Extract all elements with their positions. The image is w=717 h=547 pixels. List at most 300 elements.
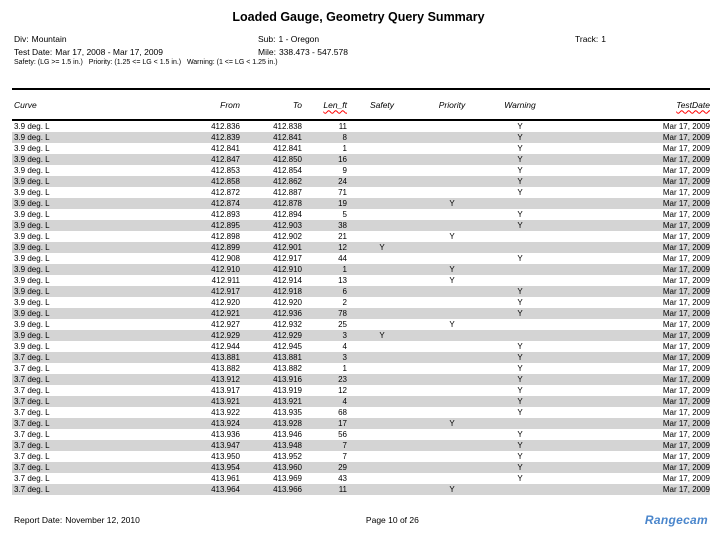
cell-safety xyxy=(347,253,417,264)
cell-to: 413.966 xyxy=(273,485,302,494)
track-label: Track: xyxy=(575,34,599,44)
cell-warning: Y xyxy=(517,452,523,461)
cell-warning: Y xyxy=(517,342,523,351)
cell-len-ft: 9 xyxy=(342,166,347,175)
cell-safety xyxy=(347,385,417,396)
cell-curve: 3.7 deg. L xyxy=(14,364,50,373)
cell-len-ft: 1 xyxy=(342,265,347,274)
cell-test-date: Mar 17, 2009 xyxy=(662,221,710,230)
cell-to: 412.902 xyxy=(273,232,302,241)
cell-priority xyxy=(417,187,487,198)
cell-test-date: Mar 17, 2009 xyxy=(662,287,710,296)
cell-curve: 3.9 deg. L xyxy=(14,221,50,230)
cell-from: 412.841 xyxy=(211,144,240,153)
col-header-priority: Priority xyxy=(417,89,487,120)
cell-to: 412.854 xyxy=(273,166,302,175)
table-row xyxy=(12,198,710,209)
cell-safety xyxy=(347,429,417,440)
cell-priority xyxy=(417,308,487,319)
page-footer xyxy=(14,511,708,529)
cell-to: 412.903 xyxy=(273,221,302,230)
cell-warning: Y xyxy=(517,133,523,142)
division-value: Mountain xyxy=(31,34,67,44)
cell-from: 412.911 xyxy=(211,276,240,285)
cell-test-date: Mar 17, 2009 xyxy=(662,474,710,483)
cell-safety xyxy=(347,418,417,429)
cell-curve: 3.9 deg. L xyxy=(14,320,50,329)
division-field xyxy=(14,34,67,44)
cell-priority: Y xyxy=(449,232,455,241)
table-row xyxy=(12,396,710,407)
cell-test-date: Mar 17, 2009 xyxy=(662,320,710,329)
cell-test-date: Mar 17, 2009 xyxy=(662,386,710,395)
cell-warning: Y xyxy=(517,375,523,384)
table-row xyxy=(12,242,710,253)
cell-warning: Y xyxy=(517,397,523,406)
cell-from: 413.922 xyxy=(211,408,240,417)
cell-from: 413.921 xyxy=(211,397,240,406)
table-row xyxy=(12,297,710,308)
cell-safety xyxy=(347,297,417,308)
cell-priority xyxy=(417,363,487,374)
cell-warning xyxy=(487,484,553,495)
cell-curve: 3.7 deg. L xyxy=(14,474,50,483)
cell-to: 412.901 xyxy=(273,243,302,252)
cell-priority xyxy=(417,286,487,297)
cell-curve: 3.9 deg. L xyxy=(14,188,50,197)
col-header-safety: Safety xyxy=(347,89,417,120)
col-header-len-ft: Len_ft xyxy=(302,89,347,120)
cell-priority xyxy=(417,209,487,220)
cell-test-date: Mar 17, 2009 xyxy=(662,375,710,384)
cell-warning: Y xyxy=(517,122,523,131)
cell-curve: 3.9 deg. L xyxy=(14,210,50,219)
cell-from: 413.882 xyxy=(211,364,240,373)
table-row xyxy=(12,308,710,319)
cell-warning: Y xyxy=(517,177,523,186)
cell-test-date: Mar 17, 2009 xyxy=(662,254,710,263)
cell-to: 412.945 xyxy=(273,342,302,351)
cell-curve: 3.9 deg. L xyxy=(14,287,50,296)
cell-warning xyxy=(487,330,553,341)
cell-curve: 3.7 deg. L xyxy=(14,452,50,461)
cell-test-date: Mar 17, 2009 xyxy=(662,133,710,142)
cell-warning: Y xyxy=(517,221,523,230)
cell-curve: 3.7 deg. L xyxy=(14,441,50,450)
cell-from: 412.893 xyxy=(211,210,240,219)
cell-safety xyxy=(347,120,417,132)
cell-from: 412.858 xyxy=(211,177,240,186)
cell-warning xyxy=(487,319,553,330)
cell-len-ft: 24 xyxy=(338,177,347,186)
cell-len-ft: 44 xyxy=(338,254,347,263)
cell-len-ft: 38 xyxy=(338,221,347,230)
cell-safety xyxy=(347,407,417,418)
cell-len-ft: 23 xyxy=(338,375,347,384)
cell-curve: 3.9 deg. L xyxy=(14,166,50,175)
cell-test-date: Mar 17, 2009 xyxy=(662,309,710,318)
cell-len-ft: 2 xyxy=(342,298,347,307)
cell-len-ft: 1 xyxy=(342,364,347,373)
table-row xyxy=(12,440,710,451)
cell-safety xyxy=(347,308,417,319)
cell-from: 412.921 xyxy=(211,309,240,318)
mile-value: 338.473 - 547.578 xyxy=(278,47,348,57)
cell-from: 412.874 xyxy=(211,199,240,208)
cell-to: 412.917 xyxy=(273,254,302,263)
cell-to: 413.928 xyxy=(273,419,302,428)
table-row xyxy=(12,275,710,286)
cell-curve: 3.9 deg. L xyxy=(14,122,50,131)
cell-test-date: Mar 17, 2009 xyxy=(662,397,710,406)
cell-priority xyxy=(417,120,487,132)
cell-warning: Y xyxy=(517,210,523,219)
cell-len-ft: 11 xyxy=(338,485,347,494)
cell-curve: 3.7 deg. L xyxy=(14,430,50,439)
cell-len-ft: 43 xyxy=(338,474,347,483)
cell-len-ft: 12 xyxy=(338,386,347,395)
cell-safety xyxy=(347,341,417,352)
cell-priority xyxy=(417,385,487,396)
track-field xyxy=(575,34,606,44)
cell-from: 413.950 xyxy=(211,452,240,461)
cell-to: 412.932 xyxy=(273,320,302,329)
table-row xyxy=(12,473,710,484)
cell-len-ft: 78 xyxy=(338,309,347,318)
cell-to: 412.862 xyxy=(273,177,302,186)
cell-curve: 3.7 deg. L xyxy=(14,386,50,395)
cell-warning: Y xyxy=(517,166,523,175)
subdivision-value: 1 - Oregon xyxy=(278,34,320,44)
cell-warning: Y xyxy=(517,309,523,318)
cell-priority xyxy=(417,165,487,176)
cell-curve: 3.9 deg. L xyxy=(14,199,50,208)
cell-from: 412.898 xyxy=(211,232,240,241)
cell-test-date: Mar 17, 2009 xyxy=(662,188,710,197)
cell-test-date: Mar 17, 2009 xyxy=(662,177,710,186)
cell-curve: 3.9 deg. L xyxy=(14,144,50,153)
cell-len-ft: 11 xyxy=(338,122,347,131)
col-header-from: From xyxy=(202,89,240,120)
cell-to: 413.946 xyxy=(273,430,302,439)
division-label: Div: xyxy=(14,34,29,44)
cell-len-ft: 7 xyxy=(342,441,347,450)
test-date-field xyxy=(14,47,163,57)
table-row xyxy=(12,143,710,154)
cell-safety xyxy=(347,132,417,143)
cell-priority xyxy=(417,440,487,451)
report-date-field xyxy=(14,515,140,525)
col-header-curve: Curve xyxy=(12,89,202,120)
cell-curve: 3.7 deg. L xyxy=(14,485,50,494)
cell-test-date: Mar 17, 2009 xyxy=(662,485,710,494)
cell-from: 413.917 xyxy=(211,386,240,395)
rangecam-logo: Rangecam xyxy=(644,513,708,527)
cell-warning: Y xyxy=(517,430,523,439)
cell-priority xyxy=(417,330,487,341)
table-row xyxy=(12,264,710,275)
table-row xyxy=(12,165,710,176)
cell-to: 413.948 xyxy=(273,441,302,450)
cell-to: 412.929 xyxy=(273,331,302,340)
col-header-warning: Warning xyxy=(487,89,553,120)
cell-warning xyxy=(487,198,553,209)
cell-safety xyxy=(347,209,417,220)
summary-table-wrap xyxy=(12,88,710,495)
cell-from: 413.924 xyxy=(211,419,240,428)
cell-test-date: Mar 17, 2009 xyxy=(662,155,710,164)
cell-from: 412.872 xyxy=(211,188,240,197)
mile-field xyxy=(258,47,348,57)
cell-test-date: Mar 17, 2009 xyxy=(662,463,710,472)
cell-priority xyxy=(417,451,487,462)
subdivision-label: Sub: xyxy=(258,34,276,44)
threshold-criteria: Safety: (LG >= 1.5 in.) Priority: (1.25 <= LG < 1.5 in.) Warning: (1 <= LG < 1.25 in.) xyxy=(14,59,278,66)
cell-curve: 3.9 deg. L xyxy=(14,243,50,252)
summary-table xyxy=(12,88,710,495)
cell-safety xyxy=(347,440,417,451)
cell-warning: Y xyxy=(517,463,523,472)
cell-from: 413.964 xyxy=(211,485,240,494)
cell-priority xyxy=(417,407,487,418)
cell-len-ft: 17 xyxy=(338,419,347,428)
cell-curve: 3.9 deg. L xyxy=(14,155,50,164)
report-date-label: Report Date: xyxy=(14,515,63,525)
cell-to: 412.878 xyxy=(273,199,302,208)
cell-warning: Y xyxy=(517,144,523,153)
cell-safety xyxy=(347,275,417,286)
cell-warning: Y xyxy=(517,155,523,164)
cell-len-ft: 3 xyxy=(342,353,347,362)
cell-curve: 3.7 deg. L xyxy=(14,419,50,428)
table-row xyxy=(12,253,710,264)
cell-from: 412.836 xyxy=(211,122,240,131)
cell-safety xyxy=(347,231,417,242)
cell-to: 413.882 xyxy=(273,364,302,373)
cell-curve: 3.9 deg. L xyxy=(14,342,50,351)
cell-safety xyxy=(347,352,417,363)
table-body xyxy=(12,120,710,495)
cell-safety xyxy=(347,319,417,330)
table-row xyxy=(12,132,710,143)
table-row xyxy=(12,176,710,187)
cell-len-ft: 71 xyxy=(338,188,347,197)
cell-safety xyxy=(347,143,417,154)
cell-curve: 3.7 deg. L xyxy=(14,463,50,472)
cell-to: 412.936 xyxy=(273,309,302,318)
cell-warning: Y xyxy=(517,188,523,197)
table-row xyxy=(12,418,710,429)
cell-to: 412.850 xyxy=(273,155,302,164)
table-row xyxy=(12,286,710,297)
cell-curve: 3.9 deg. L xyxy=(14,265,50,274)
cell-len-ft: 19 xyxy=(338,199,347,208)
cell-curve: 3.7 deg. L xyxy=(14,397,50,406)
cell-to: 412.887 xyxy=(273,188,302,197)
cell-safety xyxy=(347,176,417,187)
cell-priority xyxy=(417,374,487,385)
cell-curve: 3.9 deg. L xyxy=(14,309,50,318)
cell-to: 413.969 xyxy=(273,474,302,483)
table-row xyxy=(12,187,710,198)
cell-test-date: Mar 17, 2009 xyxy=(662,265,710,274)
cell-to: 413.952 xyxy=(273,452,302,461)
cell-to: 413.921 xyxy=(273,397,302,406)
table-row xyxy=(12,120,710,132)
cell-safety xyxy=(347,451,417,462)
cell-from: 413.936 xyxy=(211,430,240,439)
cell-test-date: Mar 17, 2009 xyxy=(662,364,710,373)
table-row xyxy=(12,220,710,231)
cell-priority xyxy=(417,154,487,165)
cell-from: 413.881 xyxy=(211,353,240,362)
cell-warning xyxy=(487,242,553,253)
cell-len-ft: 56 xyxy=(338,430,347,439)
cell-from: 412.908 xyxy=(211,254,240,263)
cell-from: 412.910 xyxy=(211,265,240,274)
cell-safety xyxy=(347,363,417,374)
cell-curve: 3.9 deg. L xyxy=(14,254,50,263)
cell-safety xyxy=(347,264,417,275)
cell-test-date: Mar 17, 2009 xyxy=(662,276,710,285)
cell-safety xyxy=(347,396,417,407)
cell-test-date: Mar 17, 2009 xyxy=(662,122,710,131)
cell-safety xyxy=(347,484,417,495)
table-row xyxy=(12,385,710,396)
cell-priority xyxy=(417,396,487,407)
header-row xyxy=(12,89,710,120)
cell-to: 412.910 xyxy=(273,265,302,274)
cell-len-ft: 29 xyxy=(338,463,347,472)
cell-priority xyxy=(417,341,487,352)
report-title: Loaded Gauge, Geometry Query Summary xyxy=(232,10,485,24)
cell-to: 412.918 xyxy=(273,287,302,296)
cell-priority xyxy=(417,352,487,363)
cell-curve: 3.9 deg. L xyxy=(14,276,50,285)
cell-warning xyxy=(487,418,553,429)
cell-len-ft: 12 xyxy=(338,243,347,252)
cell-safety xyxy=(347,220,417,231)
cell-priority: Y xyxy=(449,419,455,428)
cell-warning: Y xyxy=(517,287,523,296)
cell-len-ft: 8 xyxy=(342,133,347,142)
cell-test-date: Mar 17, 2009 xyxy=(662,243,710,252)
cell-from: 412.944 xyxy=(211,342,240,351)
cell-to: 412.894 xyxy=(273,210,302,219)
cell-priority xyxy=(417,473,487,484)
report-date-value: November 12, 2010 xyxy=(65,515,140,525)
cell-priority: Y xyxy=(449,276,455,285)
cell-to: 412.920 xyxy=(273,298,302,307)
cell-warning xyxy=(487,264,553,275)
track-value: 1 xyxy=(601,34,607,44)
cell-from: 412.839 xyxy=(211,133,240,142)
cell-test-date: Mar 17, 2009 xyxy=(662,210,710,219)
cell-len-ft: 25 xyxy=(338,320,347,329)
test-date-value: Mar 17, 2008 - Mar 17, 2009 xyxy=(55,47,164,57)
cell-priority xyxy=(417,143,487,154)
cell-test-date: Mar 17, 2009 xyxy=(662,430,710,439)
cell-from: 413.961 xyxy=(211,474,240,483)
cell-to: 412.838 xyxy=(273,122,302,131)
cell-len-ft: 13 xyxy=(338,276,347,285)
cell-warning: Y xyxy=(517,386,523,395)
table-row xyxy=(12,429,710,440)
cell-from: 413.912 xyxy=(211,375,240,384)
cell-test-date: Mar 17, 2009 xyxy=(662,342,710,351)
mile-label: Mile: xyxy=(258,47,276,57)
cell-len-ft: 68 xyxy=(338,408,347,417)
col-header-to: To xyxy=(240,89,302,120)
cell-priority xyxy=(417,242,487,253)
cell-from: 412.847 xyxy=(211,155,240,164)
cell-len-ft: 21 xyxy=(338,232,347,241)
cell-safety xyxy=(347,165,417,176)
cell-from: 412.899 xyxy=(211,243,240,252)
cell-priority: Y xyxy=(449,320,455,329)
cell-priority: Y xyxy=(449,485,455,494)
cell-to: 413.881 xyxy=(273,353,302,362)
cell-to: 412.841 xyxy=(273,144,302,153)
cell-curve: 3.9 deg. L xyxy=(14,298,50,307)
cell-from: 412.927 xyxy=(211,320,240,329)
cell-curve: 3.7 deg. L xyxy=(14,408,50,417)
cell-priority xyxy=(417,429,487,440)
cell-len-ft: 3 xyxy=(342,331,347,340)
cell-from: 412.895 xyxy=(211,221,240,230)
cell-to: 413.960 xyxy=(273,463,302,472)
cell-test-date: Mar 17, 2009 xyxy=(662,353,710,362)
cell-from: 412.920 xyxy=(211,298,240,307)
cell-priority xyxy=(417,220,487,231)
cell-from: 413.947 xyxy=(211,441,240,450)
table-row xyxy=(12,451,710,462)
cell-len-ft: 16 xyxy=(338,155,347,164)
cell-curve: 3.7 deg. L xyxy=(14,353,50,362)
cell-warning xyxy=(487,275,553,286)
table-row xyxy=(12,484,710,495)
cell-warning: Y xyxy=(517,353,523,362)
cell-len-ft: 6 xyxy=(342,287,347,296)
table-row xyxy=(12,374,710,385)
cell-curve: 3.7 deg. L xyxy=(14,375,50,384)
page-number: Page 10 of 26 xyxy=(365,515,419,525)
cell-test-date: Mar 17, 2009 xyxy=(662,232,710,241)
cell-test-date: Mar 17, 2009 xyxy=(662,144,710,153)
cell-safety xyxy=(347,473,417,484)
cell-curve: 3.9 deg. L xyxy=(14,177,50,186)
cell-priority xyxy=(417,132,487,143)
cell-test-date: Mar 17, 2009 xyxy=(662,298,710,307)
cell-from: 412.929 xyxy=(211,331,240,340)
cell-safety: Y xyxy=(379,331,385,340)
subdivision-field xyxy=(258,34,319,44)
cell-warning xyxy=(487,231,553,242)
cell-safety xyxy=(347,198,417,209)
cell-curve: 3.9 deg. L xyxy=(14,331,50,340)
cell-priority xyxy=(417,462,487,473)
table-row xyxy=(12,154,710,165)
cell-safety xyxy=(347,374,417,385)
cell-test-date: Mar 17, 2009 xyxy=(662,452,710,461)
cell-warning: Y xyxy=(517,474,523,483)
cell-test-date: Mar 17, 2009 xyxy=(662,166,710,175)
cell-warning: Y xyxy=(517,298,523,307)
table-row xyxy=(12,319,710,330)
table-row xyxy=(12,462,710,473)
cell-warning: Y xyxy=(517,254,523,263)
cell-len-ft: 4 xyxy=(342,397,347,406)
